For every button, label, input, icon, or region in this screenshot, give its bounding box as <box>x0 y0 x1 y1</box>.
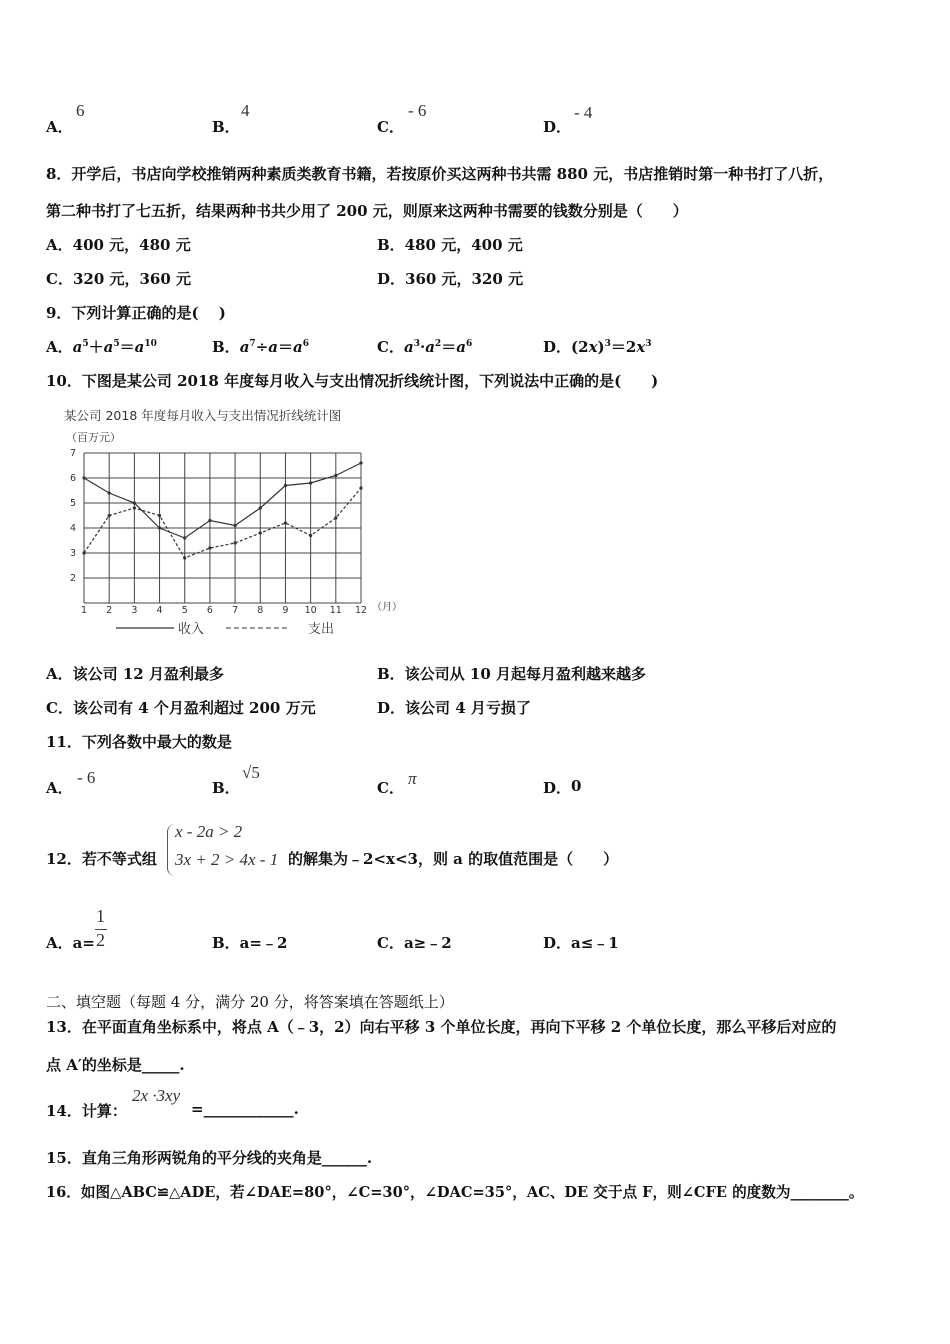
chart-y-axis-label: （百万元） <box>66 431 121 444</box>
point-expense-12 <box>359 486 362 489</box>
q10-option-b: B．该公司从 10 月起每月盈利越来越多 <box>377 665 646 683</box>
point-income-2 <box>108 491 111 494</box>
q12-option-a-denominator: 2 <box>96 930 105 950</box>
q11-option-c-letter: C． <box>377 779 404 797</box>
q9-option-a-letter: A． <box>46 338 73 356</box>
x-tick-label-9: 9 <box>282 605 289 616</box>
q11-option-a-value: - 6 <box>77 768 96 787</box>
q12-option-c: C．a≥﹣2 <box>377 934 452 952</box>
chart-legend <box>116 621 334 637</box>
q7-option-a-letter: A． <box>46 118 73 136</box>
q9-option-b-letter: B． <box>212 338 240 356</box>
x-tick-label-4: 4 <box>156 605 163 616</box>
q13-line2: 点 A′的坐标是_____. <box>46 1056 185 1074</box>
chart-series <box>82 461 362 559</box>
q9-option-d: D．$(2x)^3=2x^3$ <box>543 338 652 356</box>
q8-option-a: A．400 元，480 元 <box>46 236 191 254</box>
q11-option-a-letter: A． <box>46 779 73 797</box>
q12-prefix: 12．若不等式组 <box>46 850 157 868</box>
q11-option-b-value: √5 <box>242 763 260 782</box>
x-tick-label-6: 6 <box>206 605 213 616</box>
q12-option-a-numerator: 1 <box>96 906 105 926</box>
q7-option-d-value: - 4 <box>574 103 593 122</box>
point-income-11 <box>334 474 337 477</box>
y-tick-label-7: 7 <box>69 448 76 459</box>
q11-stem: 11．下列各数中最大的数是 <box>46 733 232 751</box>
chart-tick-labels <box>70 448 367 616</box>
q7-option-b-letter: B． <box>212 118 240 136</box>
x-tick-label-8: 8 <box>257 605 264 616</box>
y-tick-label-4: 4 <box>69 523 76 534</box>
q14-prefix: 14．计算： <box>46 1102 127 1120</box>
q11-option-d-letter: D． <box>543 779 572 797</box>
chart-grid <box>84 453 361 603</box>
q8-line2: 第二种书打了七五折，结果两种书共少用了 200 元，则原来这两种书需要的钱数分别是（ ） <box>46 202 688 220</box>
q11-option-b-letter: B． <box>212 779 240 797</box>
y-tick-label-6: 6 <box>69 473 76 484</box>
point-expense-5 <box>183 556 186 559</box>
q7-option-c-value: - 6 <box>408 101 427 120</box>
question-15: 15．直角三角形两锐角的平分线的夹角是______. <box>46 1149 373 1167</box>
q10-option-c: C．该公司有 4 个月盈利超过 200 万元 <box>46 699 316 717</box>
q11-option-c-value: π <box>408 769 417 788</box>
point-expense-6 <box>208 546 211 549</box>
legend-income-label: 收入 <box>178 622 205 637</box>
q8-line1: 8．开学后，书店向学校推销两种素质类教育书籍，若按原价买这两种书共需 880 元，书店推销时第一种书打了八折， <box>46 165 834 183</box>
y-tick-label-2: 2 <box>69 573 76 584</box>
x-tick-label-3: 3 <box>131 605 138 616</box>
point-income-9 <box>284 484 287 487</box>
q7-option-d-letter: D． <box>543 118 572 136</box>
point-expense-10 <box>309 534 312 537</box>
q9-option-a: A．$a^5+a^5=a^{10}$ <box>46 338 157 356</box>
legend-expense-label: 支出 <box>308 622 335 637</box>
q9-option-c-letter: C． <box>377 338 404 356</box>
q7-option-c-letter: C． <box>377 118 404 136</box>
q8-option-c: C．320 元，360 元 <box>46 270 192 288</box>
line-chart <box>56 402 416 642</box>
chart-title: 某公司 2018 年度每月收入与支出情况折线统计图 <box>64 408 342 423</box>
x-tick-label-12: 12 <box>354 605 368 616</box>
q10-stem: 10．下图是某公司 2018 年度每月收入与支出情况折线统计图，下列说法中正确的是( ) <box>46 372 659 390</box>
x-tick-label-1: 1 <box>80 605 88 616</box>
question-16: 16．如图△ABC≌△ADE，若∠DAE=80°，∠C=30°，∠DAC=35°，AC、DE 交于点 F，则∠CFE 的度数为________。 <box>46 1184 864 1201</box>
q12-inequality-2: 3x + 2 > 4x - 1 <box>175 850 279 869</box>
q12-inequality-1: x - 2a > 2 <box>175 822 243 841</box>
point-income-10 <box>309 481 312 484</box>
q7-option-b-value: 4 <box>241 101 250 120</box>
point-expense-4 <box>158 514 161 517</box>
point-income-8 <box>259 506 262 509</box>
q10-option-d: D．该公司 4 月亏损了 <box>377 699 531 717</box>
y-tick-label-3: 3 <box>69 548 76 559</box>
x-tick-label-11: 11 <box>329 605 342 616</box>
point-expense-1 <box>82 551 85 554</box>
q14-expression: 2x ·3xy <box>132 1086 181 1105</box>
point-income-6 <box>208 519 211 522</box>
q8-option-b: B．480 元，400 元 <box>377 236 523 254</box>
q13-line1: 13．在平面直角坐标系中，将点 A（﹣3，2）向右平移 3 个单位长度，再向下平移 2 个单位长度，那么平移后对应的 <box>46 1018 837 1036</box>
q9-option-d-letter: D． <box>543 338 572 356</box>
point-expense-7 <box>233 541 236 544</box>
q12-option-d: D．a≤﹣1 <box>543 934 619 952</box>
q9-stem: 9．下列计算正确的是( ) <box>46 304 226 322</box>
q7-option-a-value: 6 <box>76 101 85 120</box>
q10-option-a: A．该公司 12 月盈利最多 <box>46 665 224 683</box>
chart-x-axis-label: （月） <box>372 602 402 613</box>
q12-option-b: B．a=﹣2 <box>212 934 288 952</box>
q11-option-d-value: 0 <box>571 777 582 795</box>
q8-option-d: D．360 元，320 元 <box>377 270 524 288</box>
point-income-1 <box>82 476 85 479</box>
q12-option-a: A．a= <box>46 934 95 952</box>
x-tick-label-7: 7 <box>232 605 239 616</box>
point-income-3 <box>133 501 136 504</box>
x-tick-label-5: 5 <box>181 605 188 616</box>
x-tick-label-10: 10 <box>304 605 317 616</box>
q14-answer-blank: =____________. <box>191 1100 299 1118</box>
point-expense-2 <box>108 514 111 517</box>
q9-option-c: C．$a^3\cdot a^2=a^6$ <box>377 338 473 356</box>
q12-suffix: 的解集为﹣2<x<3，则 a 的取值范围是（ ） <box>288 850 619 868</box>
point-expense-11 <box>334 516 337 519</box>
point-income-12 <box>359 461 362 464</box>
point-income-7 <box>233 524 236 527</box>
point-expense-8 <box>259 531 262 534</box>
point-income-5 <box>183 536 186 539</box>
point-income-4 <box>158 526 161 529</box>
section-2-heading: 二、填空题（每题 4 分，满分 20 分，将答案填在答题纸上） <box>46 993 454 1011</box>
q9-option-b: B．$a^7\div a=a^6$ <box>212 338 310 356</box>
y-tick-label-5: 5 <box>69 498 76 509</box>
point-expense-3 <box>133 506 136 509</box>
point-expense-9 <box>284 521 287 524</box>
series-line-income <box>84 463 361 538</box>
x-tick-label-2: 2 <box>106 605 113 616</box>
